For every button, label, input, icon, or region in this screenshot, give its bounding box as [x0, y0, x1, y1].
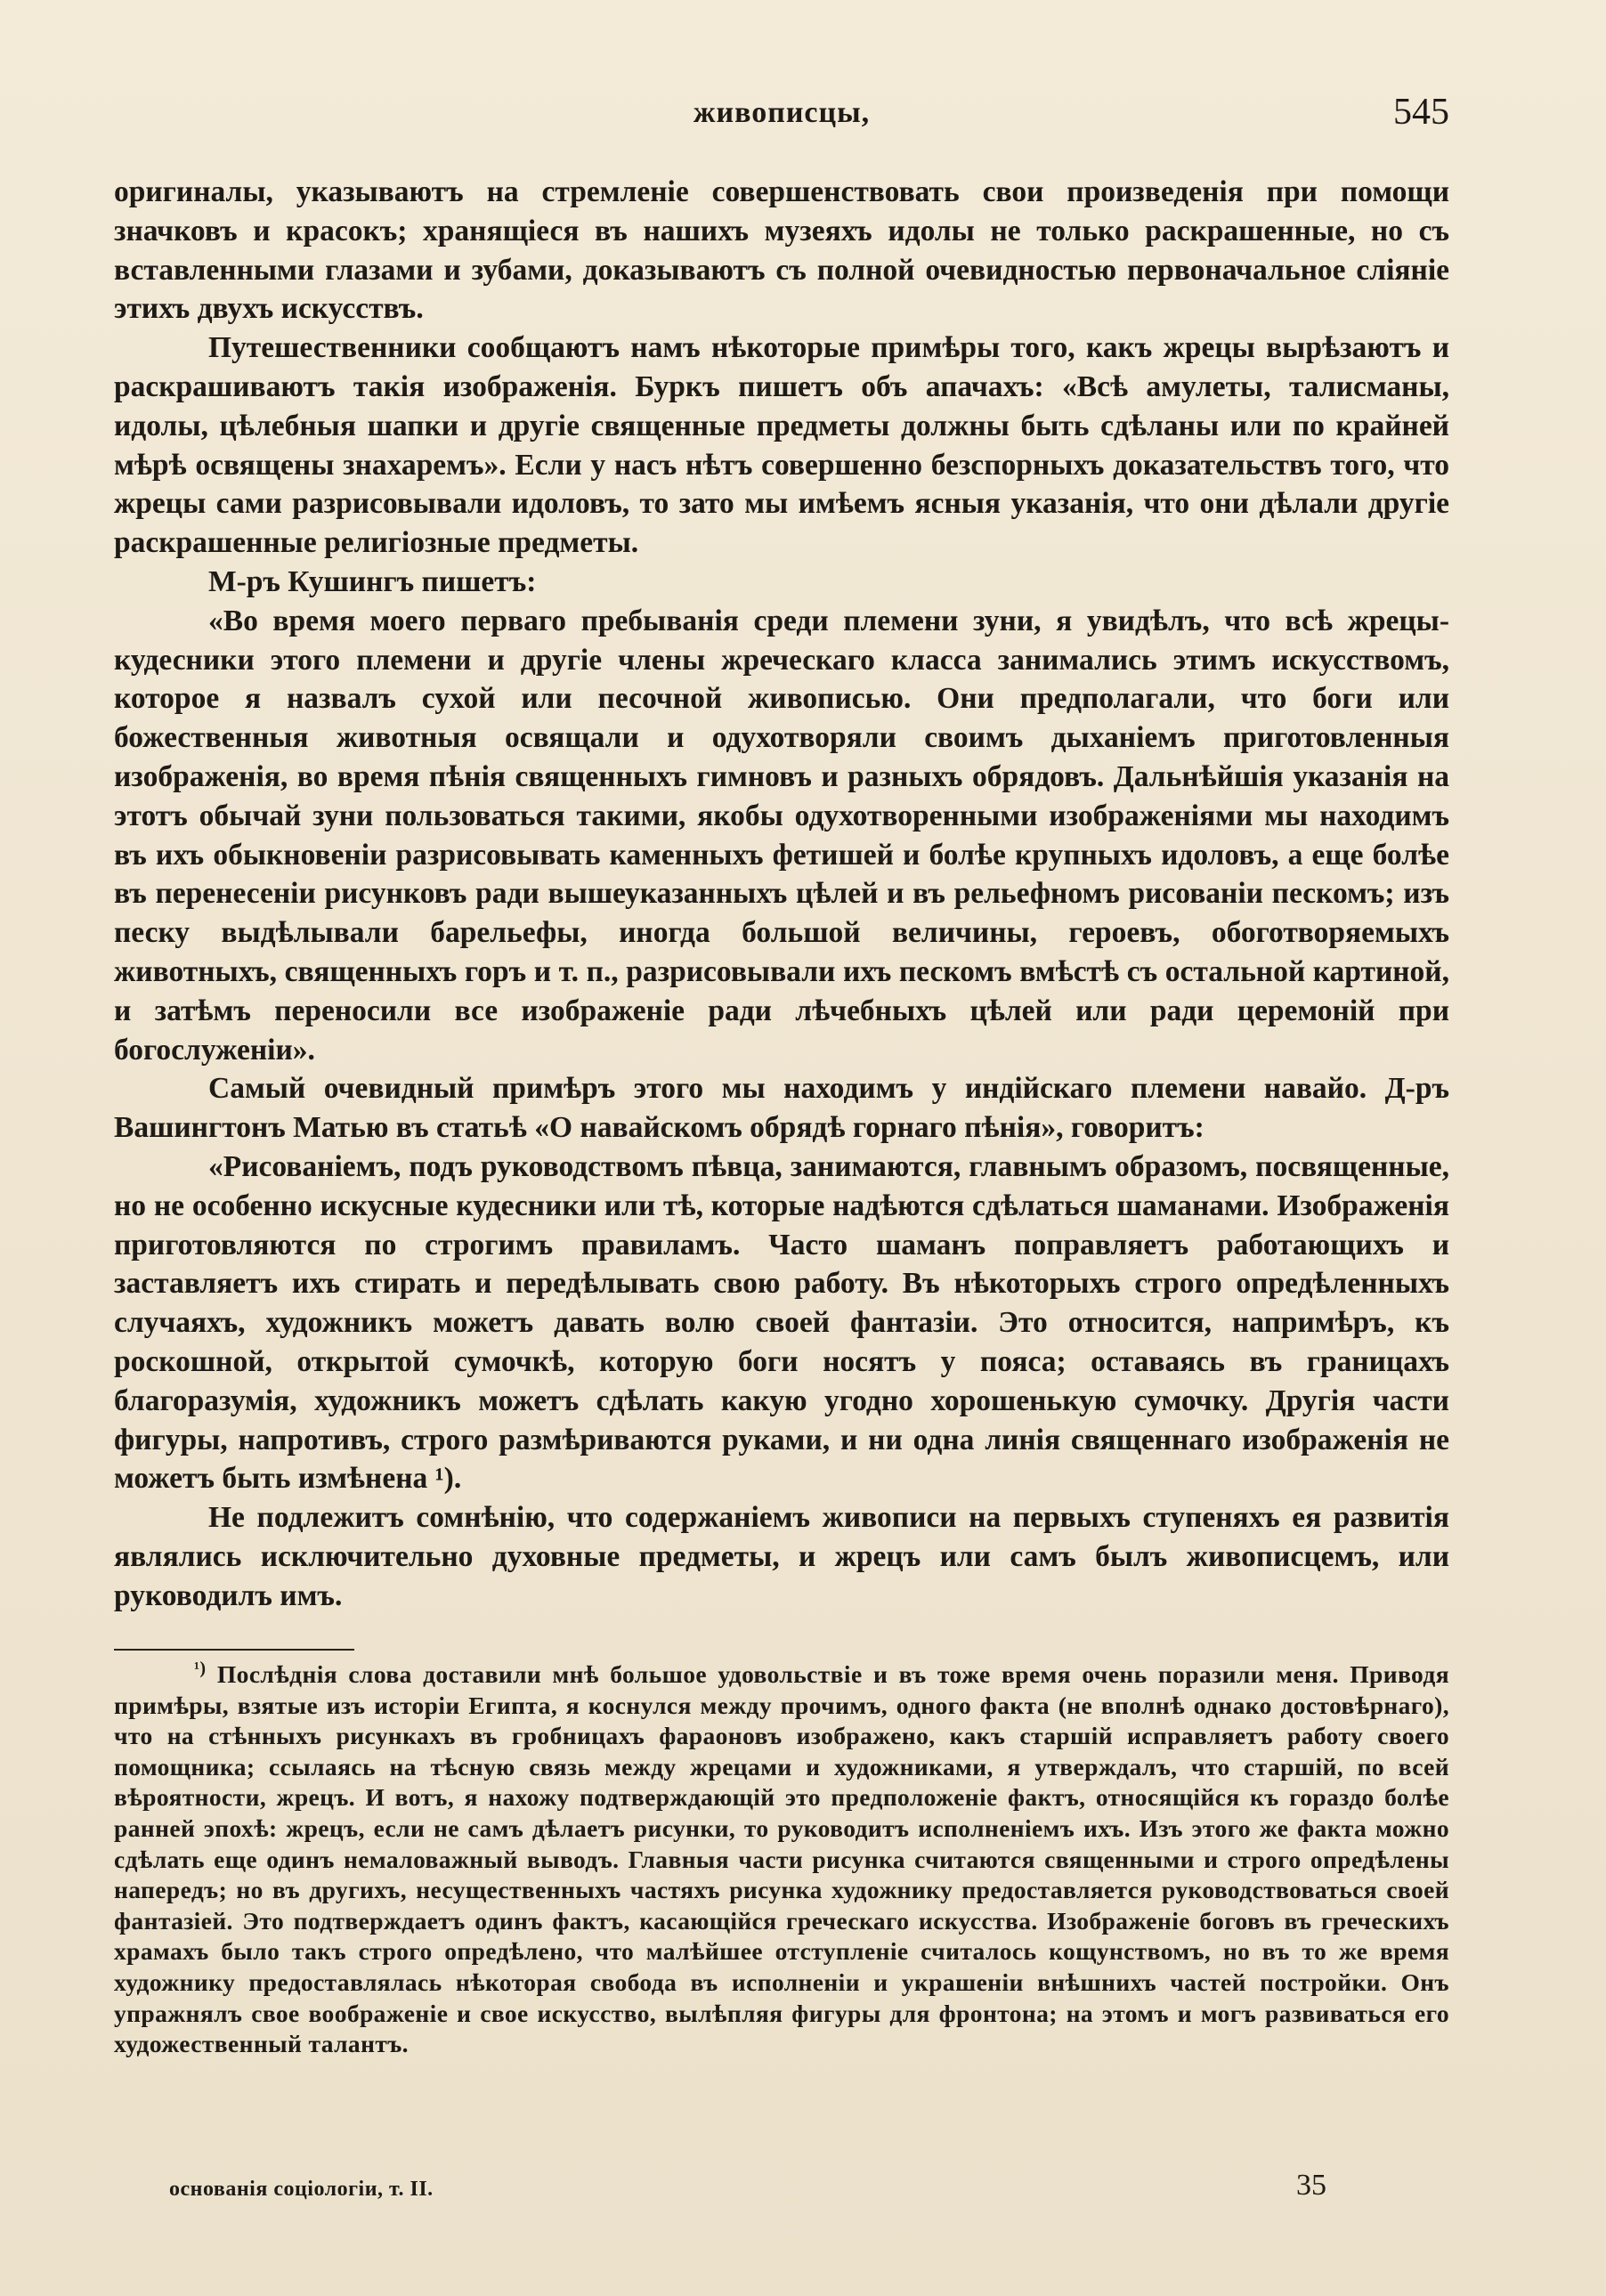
quote-paragraph: «Рисованіемъ, подъ руководствомъ пѣвца, занимаются, главнымъ образомъ, посвященные, но не особенно искусные кудесники или тѣ, которые надѣются сдѣлаться шаманами. Изображенія приготовляются по строгимъ правиламъ. Часто шаманъ поправляетъ работающихъ и заставляетъ ихъ стирать и передѣлывать свою работу. Въ нѣкоторыхъ строго опредѣленныхъ случаяхъ, художникъ можетъ давать волю своей фантазіи. Это относится, напримѣръ, къ роскошной, открытой сумочкѣ, которую боги носятъ у пояса; оставаясь въ границахъ благоразумія, художникъ можетъ сдѣлать какую угодно хорошенькую сумочку. Другія части фигуры, напротивъ, строго размѣриваются руками, и ни одна линія священнаго изображенія не можетъ быть измѣнена ¹). — [114, 1149, 1449, 1496]
page-footer — [169, 2169, 1326, 2213]
paragraph: оригиналы, указываютъ на стремленіе совершенствовать свои произведенія при помощи значковъ и красокъ; хранящіеся въ нашихъ музеяхъ идолы не только раскрашенные, но съ вставленными глазами и зубами, доказываютъ съ полной очевидностью первоначальное сліяніе этихъ двухъ искусствъ. — [114, 175, 1449, 326]
footnote-divider — [114, 1649, 354, 1651]
sheet-number: 35 — [1296, 2169, 1326, 2202]
page-number: 545 — [1393, 92, 1449, 133]
footnote-text: Послѣднія слова доставили мнѣ большое удовольствіе и въ тоже время очень поразили меня. Приводя примѣры, взятые изъ исторіи Египта, я коснулся между прочимъ, одного факта (не вполнѣ однако достовѣрнаго), что на стѣнныхъ рисункахъ въ гробницахъ фараоновъ изображено, какъ старшій исправляетъ работу своего помощника; ссылаясь на тѣсную связь между жрецами и художниками, я утверждалъ, что старшій, по всей вѣроятности, жрецъ. И вотъ, я нахожу подтверждающій это предположеніе фактъ, относящійся къ гораздо болѣе ранней эпохѣ: жрецъ, если не самъ дѣлаетъ рисунки, то руководитъ исполненіемъ ихъ. Изъ этого же факта можно сдѣлать еще одинъ немаловажный выводъ. Главныя части рисунка считаются священными и строго опредѣлены напередъ; но въ другихъ, несущественныхъ частяхъ рисунка художнику предоставляется руководствоваться своей фантазіей. Это подтверждаетъ одинъ фактъ, касающійся греческаго искусства. Изображеніе боговъ въ греческихъ храмахъ было такъ строго опредѣлено, что малѣйшее отступленіе считалось кощунствомъ, но въ то же время художнику предоставлялась нѣкоторая свобода въ исполненіи и украшеніи внѣшнихъ частей постройки. Онъ упражнялъ свое воображеніе и свое искусство, вылѣпляя фигуры для фронтона; на этомъ и могъ развиваться его художественный талантъ. — [114, 1660, 1449, 2058]
footnote — [114, 1659, 1449, 2060]
paragraph: Самый очевидный примѣръ этого мы находимъ у индійскаго племени навайо. Д-ръ Вашингтонъ Матью въ статьѣ «О навайскомъ обрядѣ горнаго пѣнія», говоритъ: — [114, 1072, 1449, 1145]
footnote-paragraph — [114, 1659, 1449, 2060]
page-header — [114, 92, 1449, 150]
quote-paragraph: «Во время моего перваго пребыванія среди племени зуни, я увидѣлъ, что всѣ жрецы-кудесники этого племени и другіе члены жреческаго класса занимались этимъ искусствомъ, которое я назвалъ сухой или песочной живописью. Они предполагали, что боги или божественныя животныя освящали и одухотворяли своимъ дыханіемъ приготовленныя изображенія, во время пѣнія священныхъ гимновъ и разныхъ обрядовъ. Дальнѣйшія указанія на этотъ обычай зуни пользоваться такими, якобы одухотворенными изображеніями мы находимъ въ ихъ обыкновеніи разрисовывать каменныхъ фетишей и болѣе крупныхъ идоловъ, а еще болѣе въ перенесеніи рисунковъ ради вышеуказанныхъ цѣлей и въ рельефномъ рисованіи пескомъ; изъ песку выдѣлывали барельефы, иногда большой величины, героевъ, обоготворяемыхъ животныхъ, священныхъ горъ и т. п., разрисовывали ихъ пескомъ вмѣстѣ съ остальной картиной, и затѣмъ переносили все изображеніе ради лѣчебныхъ цѣлей или ради церемоній при богослуженіи». — [114, 604, 1449, 1067]
printer-signature: основанія соціологіи, т. II. — [169, 2178, 434, 2201]
paragraph: Не подлежитъ сомнѣнію, что содержаніемъ живописи на первыхъ ступеняхъ ея развитія являлись исключительно духовные предметы, и жрецъ или самъ былъ живописцемъ, или руководилъ имъ. — [114, 1501, 1449, 1612]
paragraph: Путешественники сообщаютъ намъ нѣкоторые примѣры того, какъ жрецы вырѣзаютъ и раскрашиваютъ такія изображенія. Буркъ пишетъ объ апачахъ: «Всѣ амулеты, талисманы, идолы, цѣлебныя шапки и другіе священные предметы должны быть сдѣланы или по крайней мѣрѣ освящены знахаремъ». Если у насъ нѣтъ совершенно безспорныхъ доказательствъ того, что жрецы сами разрисовывали идоловъ, то зато мы имѣемъ ясныя указанія, что они дѣлали другіе раскрашенные религіозные предметы. — [114, 331, 1449, 560]
footnote-marker: ¹) — [194, 1658, 207, 1678]
body-text — [114, 173, 1449, 1615]
paragraph: М-ръ Кушингъ пишетъ: — [208, 564, 537, 598]
running-head: живописцы, — [693, 96, 871, 129]
